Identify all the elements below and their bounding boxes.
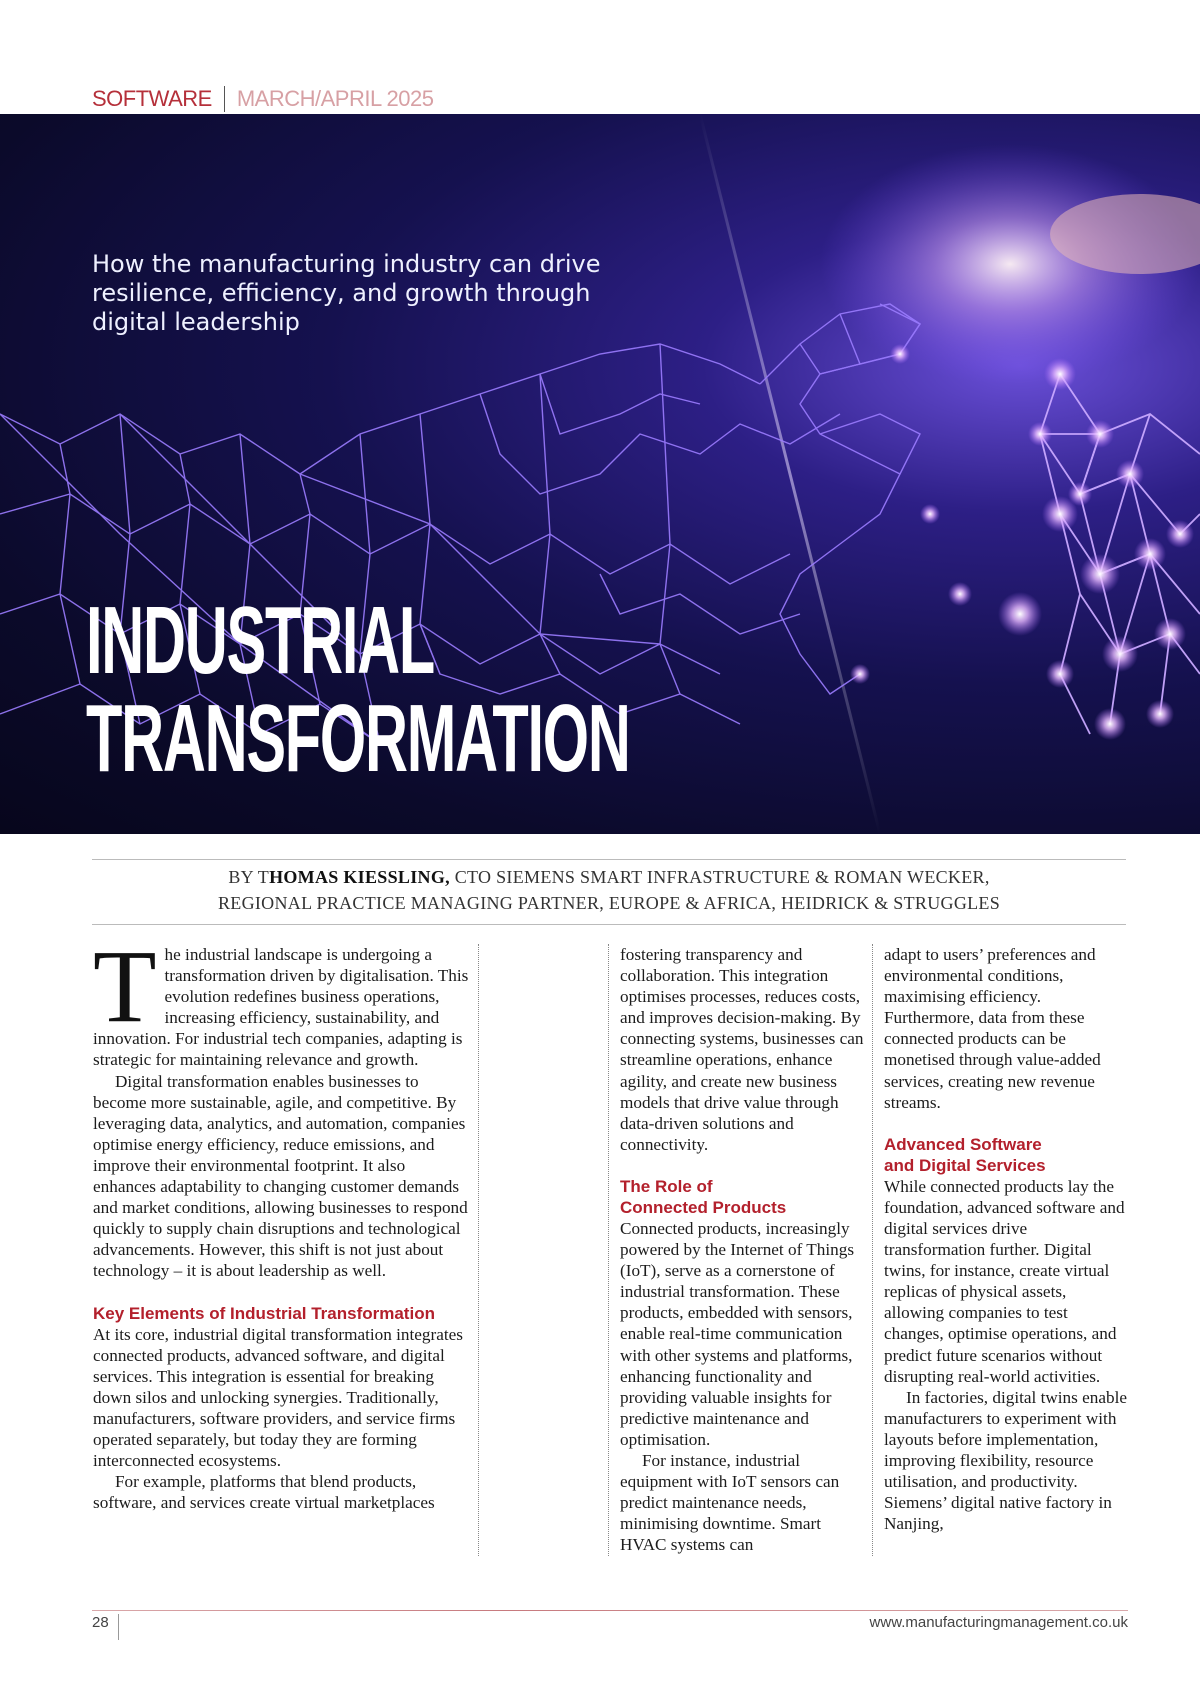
byline-role: CTO SIEMENS SMART INFRASTRUCTURE & ROMAN WECKER, xyxy=(449,867,990,887)
publication-url: www.manufacturingmanagement.co.uk xyxy=(869,1614,1128,1631)
paragraph-3: At its core, industrial digital transformation integrates connected products, advanced software, and digital services. This integration is essential for breaking down silos and unlocking synergies. Traditionally, manufacturers, software providers, and service firms operated separately, but today they are forming interconnected ecosystems. xyxy=(93,1324,463,1471)
paragraph-8: adapt to users’ preferences and environmental conditions, maximising efficiency. Furthermore, data from these connected products can be monetised through value-added services, creating new revenue streams. xyxy=(884,945,1101,1112)
paragraph-1 xyxy=(93,929,471,1071)
subheading-key-elements: Key Elements of Industrial Transformation xyxy=(93,1303,435,1323)
paragraph-10: In factories, digital twins enable manufacturers to experiment with layouts before implementation, improving flexibility, resource utilisation, and productivity. Siemens’ digital native factory in Nanjing, xyxy=(884,1387,1127,1534)
subheading-line-1: Advanced Software xyxy=(884,1134,1042,1154)
page-number: 28 xyxy=(92,1614,109,1631)
paragraph-6: Connected products, increasingly powered by the Internet of Things (IoT), serve as a cornerstone of industrial transformation. These products, embedded with sensors, enable real-time communication with other systems and platforms, enhancing functionality and providing valuable insights for predictive maintenance and optimisation. xyxy=(620,1218,855,1449)
byline-author: HOMAS KIESSLING, xyxy=(269,867,450,887)
column-divider xyxy=(478,944,479,1556)
article-column-2 xyxy=(620,944,866,1555)
column-divider xyxy=(608,944,609,1556)
byline-line-1 xyxy=(92,864,1126,890)
hero-image xyxy=(0,114,1200,834)
byline xyxy=(92,859,1126,925)
header-divider xyxy=(224,86,225,112)
subheading-line-1: The Role of xyxy=(620,1176,713,1196)
article-column-3 xyxy=(884,944,1128,1534)
article-column-1 xyxy=(93,929,471,1513)
byline-line-2: REGIONAL PRACTICE MANAGING PARTNER, EUROPE & AFRICA, HEIDRICK & STRUGGLES xyxy=(217,893,1001,913)
column-divider xyxy=(872,944,873,1556)
article-subtitle: How the manufacturing industry can drive resilience, efficiency, and growth through digital leadership xyxy=(92,250,601,336)
paragraph-4: For example, platforms that blend products, software, and services create virtual marketplaces xyxy=(93,1472,435,1513)
subheading-advanced-software xyxy=(884,1134,1128,1176)
issue-date: MARCH/APRIL 2025 xyxy=(236,86,434,111)
paragraph-7: For instance, industrial equipment with IoT sensors can predict maintenance needs, minimising downtime. Smart HVAC systems can xyxy=(620,1450,840,1555)
byline-prefix: BY T xyxy=(228,867,270,887)
article-title xyxy=(86,587,963,792)
paragraph-9: While connected products lay the foundation, advanced software and digital services drive transformation further. Digital twins, for instance, create virtual replicas of physical assets, allowing companies to test changes, optimise operations, and predict future scenarios without disrupting real-world activities. xyxy=(884,1176,1125,1386)
footer-rule xyxy=(92,1610,1128,1611)
title-line-2: TRANSFORMATION xyxy=(86,685,630,792)
subheading-line-2: Connected Products xyxy=(620,1197,787,1217)
paragraph-1-text: he industrial landscape is undergoing a transformation driven by digitalisation. This evolution redefines business operations, increasing efficiency, sustainability, and innovation. For industrial tech companies, adapting is strategic for maintaining relevance and growth. xyxy=(93,945,469,1070)
paragraph-5: fostering transparency and collaboration. This integration optimises processes, reduces costs, and improves decision-making. By connecting systems, businesses can streamline operations, enhance agility, and create new business models that drive value through data-driven solutions and connectivity. xyxy=(620,945,864,1154)
title-line-1: INDUSTRIAL xyxy=(86,587,435,694)
subheading-line-2: and Digital Services xyxy=(884,1155,1046,1175)
drop-cap: T xyxy=(93,929,157,1044)
page-number-divider xyxy=(118,1614,119,1640)
subheading-connected-products xyxy=(620,1176,866,1218)
running-header xyxy=(92,84,433,114)
paragraph-2: Digital transformation enables businesses to become more sustainable, agile, and competitive. By leveraging data, analytics, and automation, companies optimise energy efficiency, reduce emissions, and improve their environmental footprint. It also enhances adaptability to changing customer demands and market conditions, allowing businesses to respond quickly to supply chain disruptions and technological advancements. However, this shift is not just about technology – it is about leadership as well. xyxy=(93,1071,468,1281)
section-label: SOFTWARE xyxy=(92,86,212,111)
